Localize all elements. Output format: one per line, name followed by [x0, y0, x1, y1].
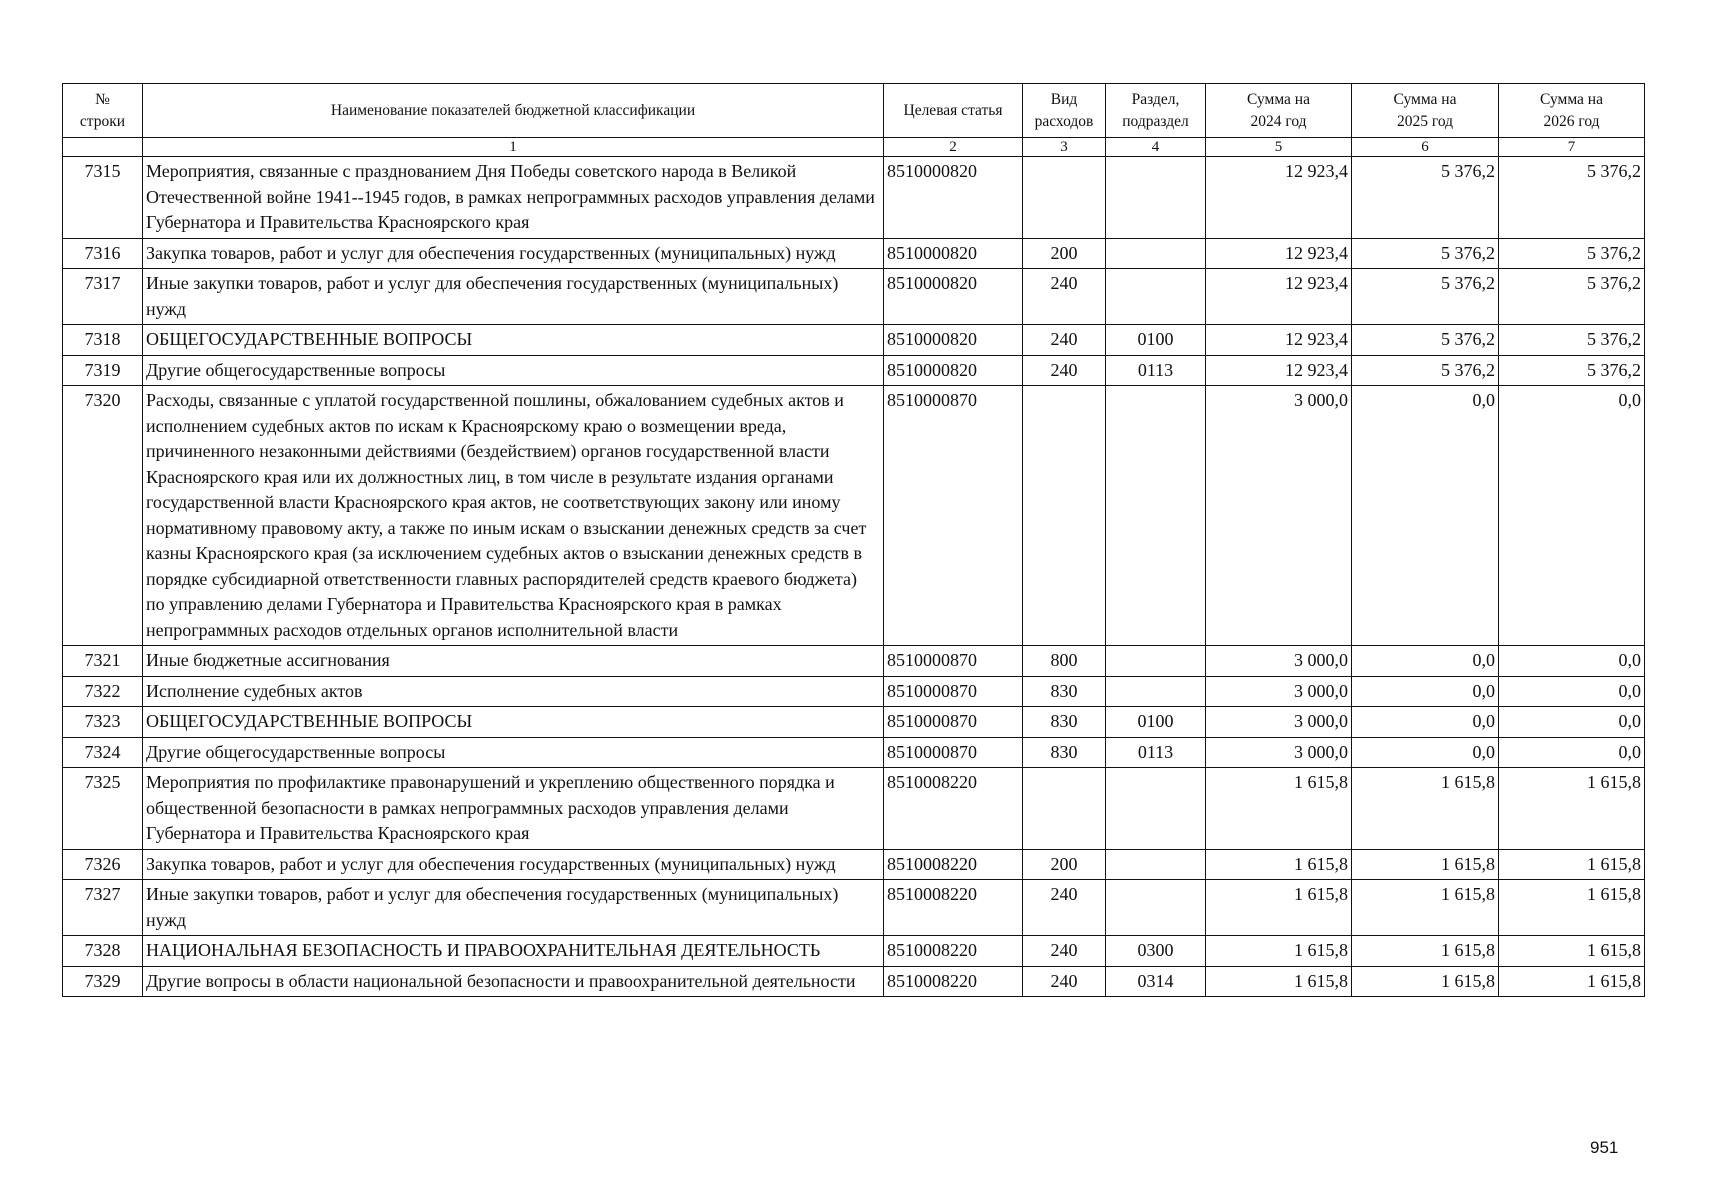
sum-2024-cell: 3 000,0: [1206, 737, 1352, 768]
target-article-cell: 8510008220: [884, 768, 1023, 850]
table-row: [63, 269, 1645, 325]
section-cell: 0100: [1106, 325, 1206, 356]
sum-2024-cell: 12 923,4: [1206, 325, 1352, 356]
table-header-row: [63, 84, 1645, 138]
expense-type-cell: [1023, 386, 1106, 646]
indicator-name-cell: Другие вопросы в области национальной безопасности и правоохранительной деятельности: [143, 966, 884, 997]
sum-2025-cell: 5 376,2: [1352, 238, 1499, 269]
indicator-name-cell: Мероприятия, связанные с празднованием Дня Победы советского народа в Великой Отечественной войне 1941--1945 годов, в рамках непрограммных расходов управления делами Губернатора и Правительства Красноярского края: [143, 157, 884, 239]
column-index-row: [63, 138, 1645, 157]
header-sum-2025: Сумма на 2025 год: [1352, 84, 1499, 138]
row-number-cell: 7322: [63, 676, 143, 707]
header-indicator-name: Наименование показателей бюджетной классификации: [143, 84, 884, 138]
sum-2025-cell: 0,0: [1352, 646, 1499, 677]
expense-type-cell: 240: [1023, 936, 1106, 967]
sum-2025-cell: 5 376,2: [1352, 157, 1499, 239]
expense-type-cell: 800: [1023, 646, 1106, 677]
expense-type-cell: 240: [1023, 880, 1106, 936]
indicator-name-cell: Другие общегосударственные вопросы: [143, 737, 884, 768]
budget-table: [62, 83, 1645, 997]
header-expense-type: Вид расходов: [1023, 84, 1106, 138]
indicator-name-cell: Иные закупки товаров, работ и услуг для обеспечения государственных (муниципальных) нужд: [143, 269, 884, 325]
sum-2024-cell: 3 000,0: [1206, 676, 1352, 707]
section-cell: 0113: [1106, 355, 1206, 386]
sum-2024-cell: 3 000,0: [1206, 646, 1352, 677]
section-cell: [1106, 880, 1206, 936]
target-article-cell: 8510008220: [884, 880, 1023, 936]
sum-2026-cell: 0,0: [1499, 646, 1645, 677]
table-row: [63, 966, 1645, 997]
target-article-cell: 8510000870: [884, 646, 1023, 677]
sum-2024-cell: 3 000,0: [1206, 386, 1352, 646]
column-index: 4: [1106, 138, 1206, 157]
row-number-cell: 7316: [63, 238, 143, 269]
sum-2026-cell: 0,0: [1499, 707, 1645, 738]
target-article-cell: 8510000820: [884, 157, 1023, 239]
table-body: [63, 157, 1645, 997]
page-number: 951: [1590, 1138, 1619, 1157]
header-sum-2024: Сумма на 2024 год: [1206, 84, 1352, 138]
indicator-name-cell: Мероприятия по профилактике правонарушений и укреплению общественного порядка и общественной безопасности в рамках непрограммных расходов управления делами Губернатора и Правительства Красноярского края: [143, 768, 884, 850]
table-row: [63, 646, 1645, 677]
expense-type-cell: [1023, 157, 1106, 239]
sum-2026-cell: 5 376,2: [1499, 269, 1645, 325]
section-cell: 0300: [1106, 936, 1206, 967]
section-cell: [1106, 269, 1206, 325]
row-number-cell: 7327: [63, 880, 143, 936]
header-row-number: № строки: [63, 84, 143, 138]
sum-2025-cell: 1 615,8: [1352, 849, 1499, 880]
sum-2026-cell: 1 615,8: [1499, 768, 1645, 850]
sum-2026-cell: 5 376,2: [1499, 157, 1645, 239]
sum-2024-cell: 3 000,0: [1206, 707, 1352, 738]
table-row: [63, 325, 1645, 356]
table-row: [63, 707, 1645, 738]
table-row: [63, 880, 1645, 936]
column-index: [63, 138, 143, 157]
table-row: [63, 355, 1645, 386]
sum-2025-cell: 5 376,2: [1352, 269, 1499, 325]
sum-2026-cell: 5 376,2: [1499, 355, 1645, 386]
target-article-cell: 8510000820: [884, 355, 1023, 386]
sum-2026-cell: 1 615,8: [1499, 880, 1645, 936]
table-row: [63, 849, 1645, 880]
section-cell: [1106, 768, 1206, 850]
indicator-name-cell: Иные бюджетные ассигнования: [143, 646, 884, 677]
column-index: 1: [143, 138, 884, 157]
row-number-cell: 7318: [63, 325, 143, 356]
column-index: 5: [1206, 138, 1352, 157]
table-row: [63, 238, 1645, 269]
target-article-cell: 8510000870: [884, 386, 1023, 646]
sum-2024-cell: 1 615,8: [1206, 768, 1352, 850]
sum-2025-cell: 0,0: [1352, 386, 1499, 646]
column-index: 6: [1352, 138, 1499, 157]
sum-2025-cell: 1 615,8: [1352, 936, 1499, 967]
sum-2026-cell: 5 376,2: [1499, 325, 1645, 356]
section-cell: [1106, 646, 1206, 677]
sum-2026-cell: 0,0: [1499, 386, 1645, 646]
section-cell: [1106, 157, 1206, 239]
section-cell: [1106, 849, 1206, 880]
sum-2024-cell: 1 615,8: [1206, 936, 1352, 967]
sum-2026-cell: 1 615,8: [1499, 849, 1645, 880]
target-article-cell: 8510000870: [884, 707, 1023, 738]
table-row: [63, 768, 1645, 850]
sum-2025-cell: 5 376,2: [1352, 325, 1499, 356]
sum-2024-cell: 12 923,4: [1206, 157, 1352, 239]
target-article-cell: 8510000820: [884, 238, 1023, 269]
expense-type-cell: 830: [1023, 676, 1106, 707]
sum-2024-cell: 12 923,4: [1206, 238, 1352, 269]
indicator-name-cell: Другие общегосударственные вопросы: [143, 355, 884, 386]
header-sum-2026: Сумма на 2026 год: [1499, 84, 1645, 138]
indicator-name-cell: Расходы, связанные с уплатой государственной пошлины, обжалованием судебных актов и исполнением судебных актов по искам к Красноярскому краю о возмещении вреда, причиненного незаконными действиями (бездействием) органов государственной власти Красноярского края или их должностных лиц, в том числе в результате издания органами государственной власти Красноярского края актов, не соответствующих закону или иному нормативному правовому акту, а также по иным искам о взыскании денежных средств за счет казны Красноярского края (за исключением судебных актов о взыскании денежных средств в порядке субсидиарной ответственности главных распорядителей средств краевого бюджета) по управлению делами Губернатора и Правительства Красноярского края в рамках непрограммных расходов отдельных органов исполнительной власти: [143, 386, 884, 646]
expense-type-cell: 830: [1023, 737, 1106, 768]
expense-type-cell: [1023, 768, 1106, 850]
target-article-cell: 8510008220: [884, 849, 1023, 880]
expense-type-cell: 200: [1023, 849, 1106, 880]
table-row: [63, 936, 1645, 967]
target-article-cell: 8510000820: [884, 325, 1023, 356]
indicator-name-cell: ОБЩЕГОСУДАРСТВЕННЫЕ ВОПРОСЫ: [143, 707, 884, 738]
indicator-name-cell: Исполнение судебных актов: [143, 676, 884, 707]
row-number-cell: 7324: [63, 737, 143, 768]
sum-2025-cell: 1 615,8: [1352, 768, 1499, 850]
sum-2024-cell: 12 923,4: [1206, 355, 1352, 386]
expense-type-cell: 240: [1023, 966, 1106, 997]
row-number-cell: 7319: [63, 355, 143, 386]
row-number-cell: 7321: [63, 646, 143, 677]
table-row: [63, 737, 1645, 768]
row-number-cell: 7320: [63, 386, 143, 646]
sum-2024-cell: 1 615,8: [1206, 849, 1352, 880]
target-article-cell: 8510000820: [884, 269, 1023, 325]
target-article-cell: 8510000870: [884, 737, 1023, 768]
target-article-cell: 8510008220: [884, 936, 1023, 967]
sum-2026-cell: 1 615,8: [1499, 936, 1645, 967]
column-index: 7: [1499, 138, 1645, 157]
header-section: Раздел, подраздел: [1106, 84, 1206, 138]
indicator-name-cell: Закупка товаров, работ и услуг для обеспечения государственных (муниципальных) нужд: [143, 238, 884, 269]
column-index: 2: [884, 138, 1023, 157]
indicator-name-cell: НАЦИОНАЛЬНАЯ БЕЗОПАСНОСТЬ И ПРАВООХРАНИТЕЛЬНАЯ ДЕЯТЕЛЬНОСТЬ: [143, 936, 884, 967]
row-number-cell: 7325: [63, 768, 143, 850]
sum-2026-cell: 0,0: [1499, 676, 1645, 707]
header-target-article: Целевая статья: [884, 84, 1023, 138]
table-row: [63, 157, 1645, 239]
sum-2024-cell: 12 923,4: [1206, 269, 1352, 325]
section-cell: [1106, 238, 1206, 269]
sum-2025-cell: 0,0: [1352, 676, 1499, 707]
section-cell: [1106, 676, 1206, 707]
sum-2025-cell: 1 615,8: [1352, 880, 1499, 936]
table-row: [63, 676, 1645, 707]
expense-type-cell: 200: [1023, 238, 1106, 269]
target-article-cell: 8510008220: [884, 966, 1023, 997]
sum-2024-cell: 1 615,8: [1206, 966, 1352, 997]
sum-2026-cell: 1 615,8: [1499, 966, 1645, 997]
target-article-cell: 8510000870: [884, 676, 1023, 707]
row-number-cell: 7317: [63, 269, 143, 325]
table-row: [63, 386, 1645, 646]
section-cell: 0314: [1106, 966, 1206, 997]
indicator-name-cell: ОБЩЕГОСУДАРСТВЕННЫЕ ВОПРОСЫ: [143, 325, 884, 356]
indicator-name-cell: Закупка товаров, работ и услуг для обеспечения государственных (муниципальных) нужд: [143, 849, 884, 880]
expense-type-cell: 240: [1023, 325, 1106, 356]
sum-2026-cell: 5 376,2: [1499, 238, 1645, 269]
section-cell: 0100: [1106, 707, 1206, 738]
expense-type-cell: 240: [1023, 355, 1106, 386]
row-number-cell: 7328: [63, 936, 143, 967]
sum-2025-cell: 1 615,8: [1352, 966, 1499, 997]
sum-2026-cell: 0,0: [1499, 737, 1645, 768]
row-number-cell: 7329: [63, 966, 143, 997]
row-number-cell: 7323: [63, 707, 143, 738]
row-number-cell: 7315: [63, 157, 143, 239]
sum-2025-cell: 0,0: [1352, 707, 1499, 738]
section-cell: [1106, 386, 1206, 646]
sum-2024-cell: 1 615,8: [1206, 880, 1352, 936]
section-cell: 0113: [1106, 737, 1206, 768]
budget-document: [62, 83, 1644, 997]
expense-type-cell: 830: [1023, 707, 1106, 738]
expense-type-cell: 240: [1023, 269, 1106, 325]
column-index: 3: [1023, 138, 1106, 157]
sum-2025-cell: 0,0: [1352, 737, 1499, 768]
row-number-cell: 7326: [63, 849, 143, 880]
sum-2025-cell: 5 376,2: [1352, 355, 1499, 386]
indicator-name-cell: Иные закупки товаров, работ и услуг для обеспечения государственных (муниципальных) нужд: [143, 880, 884, 936]
